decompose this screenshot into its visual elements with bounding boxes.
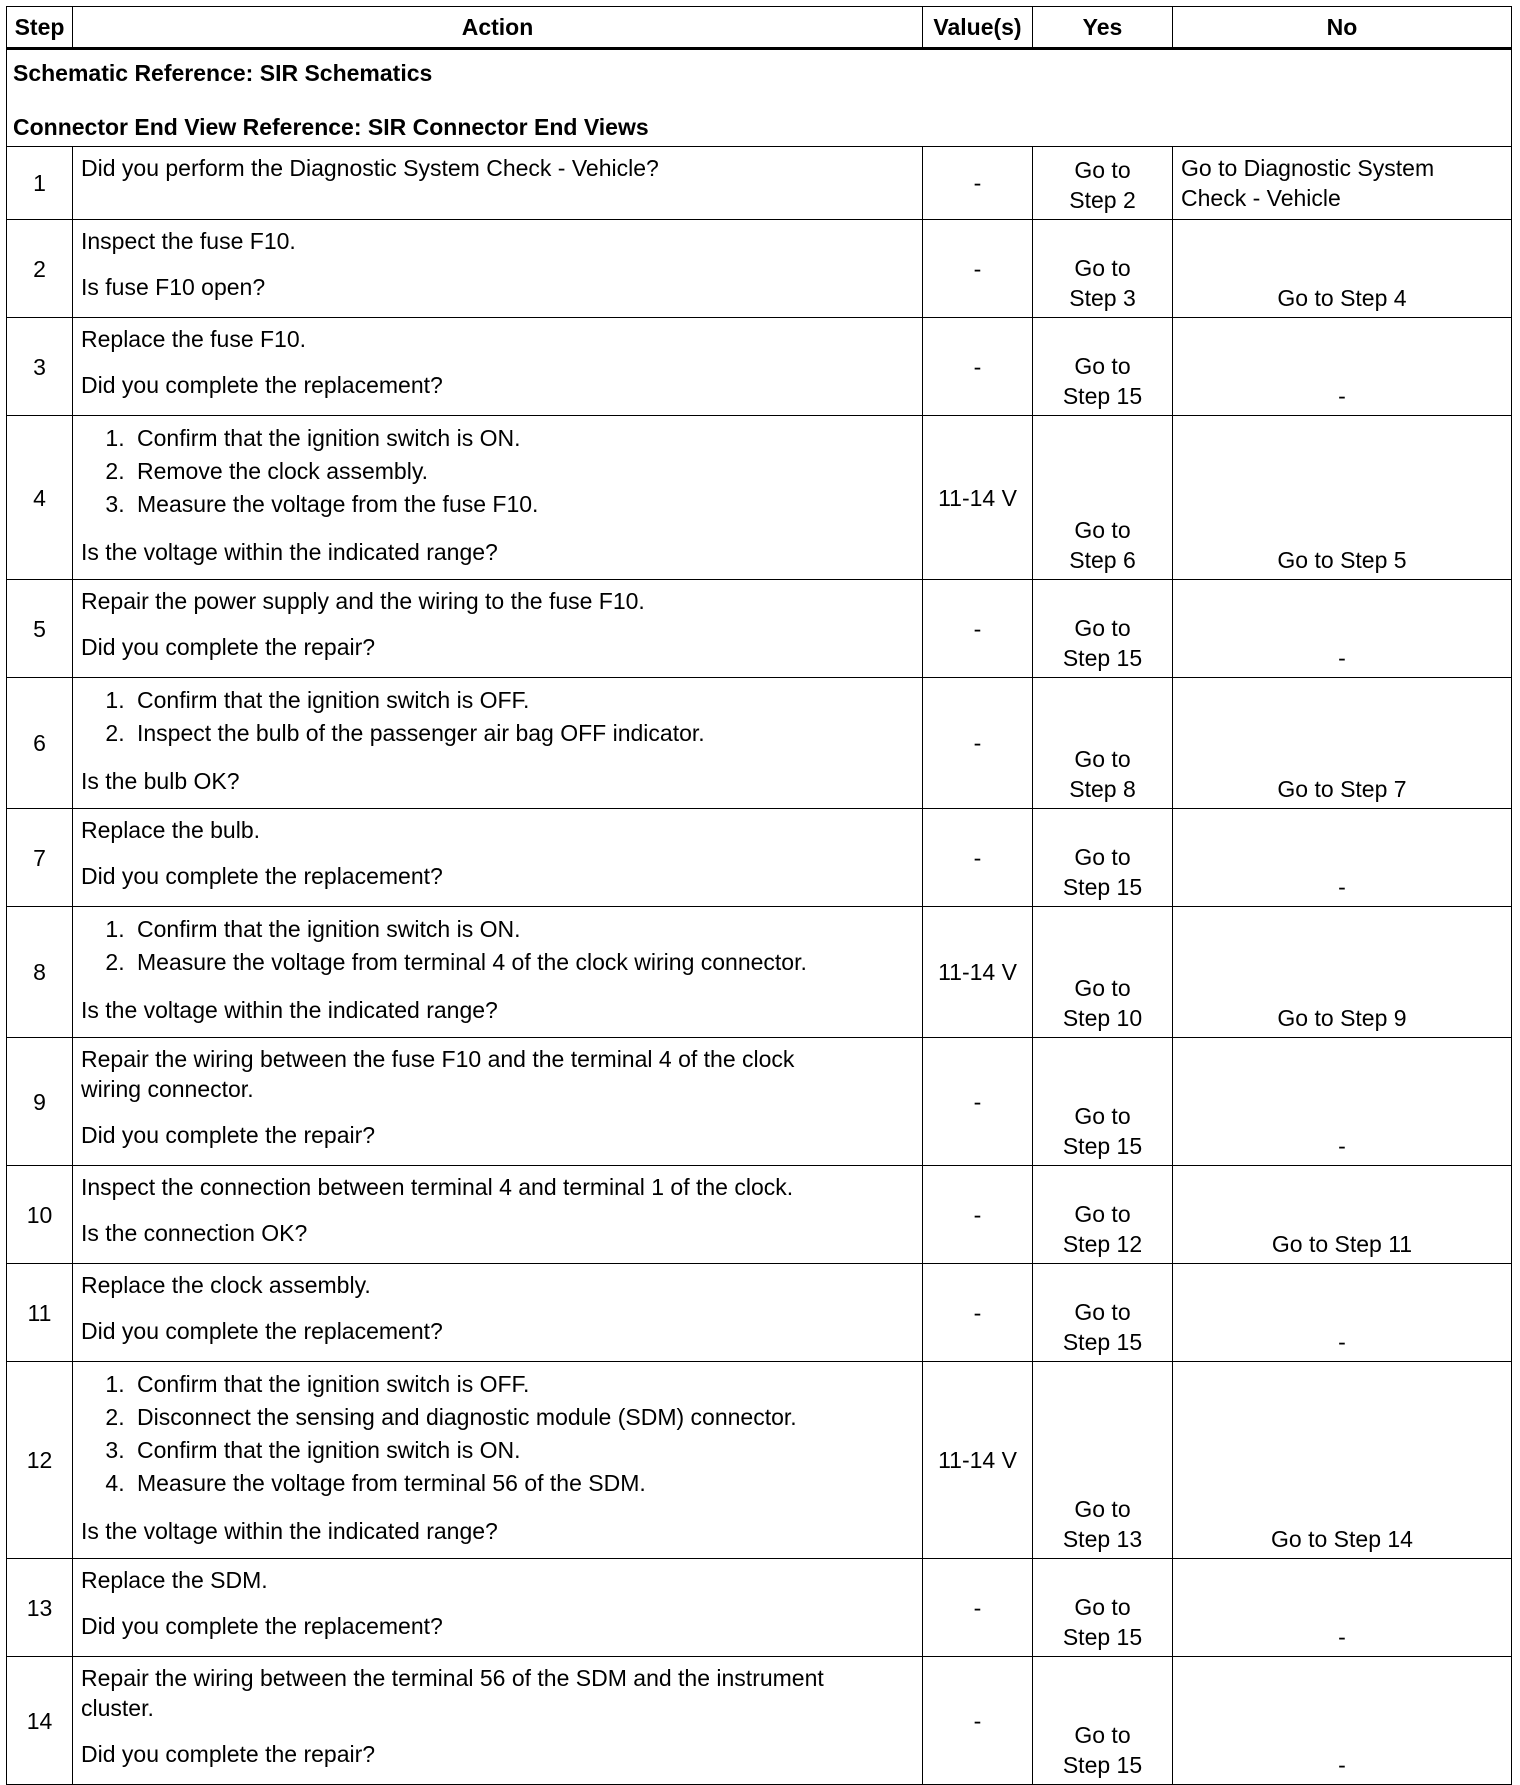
value-cell: - (923, 1657, 1033, 1785)
action-cell (73, 678, 923, 809)
action-cell (73, 1038, 923, 1166)
action-cell (73, 416, 923, 580)
step-number: 4 (7, 416, 73, 580)
yes-cell (1033, 318, 1173, 416)
action-cell (73, 1657, 923, 1785)
yes-text: Go to (1074, 615, 1131, 641)
step-number: 8 (7, 907, 73, 1038)
action-cell (73, 1362, 923, 1559)
action-text: Repair the power supply and the wiring to the fuse F10. (81, 588, 645, 614)
no-cell (1173, 580, 1512, 678)
no-cell (1173, 147, 1512, 220)
table-row (7, 809, 1512, 907)
action-steps-list (81, 684, 914, 750)
step-number: 6 (7, 678, 73, 809)
value-cell: 11-14 V (923, 907, 1033, 1038)
header-step: Step (7, 7, 73, 49)
value-cell: - (923, 1264, 1033, 1362)
value-cell: - (923, 1559, 1033, 1657)
reference-row (7, 49, 1512, 147)
table-row (7, 318, 1512, 416)
no-text: - (1338, 645, 1346, 671)
no-cell (1173, 416, 1512, 580)
action-step-item: 1. Confirm that the ignition switch is ON. (131, 422, 914, 455)
yes-text: Step 12 (1062, 1231, 1143, 1257)
table-row (7, 1362, 1512, 1559)
yes-cell (1033, 1657, 1173, 1785)
value-cell: - (923, 580, 1033, 678)
yes-cell (1033, 1362, 1173, 1559)
step-number: 2 (7, 220, 73, 318)
yes-text: Go to (1074, 975, 1131, 1001)
action-text: wiring connector. (81, 1076, 254, 1102)
value-cell: - (923, 1166, 1033, 1264)
table-row (7, 416, 1512, 580)
schematic-reference: Schematic Reference: SIR Schematics (13, 60, 433, 86)
yes-cell (1033, 907, 1173, 1038)
action-step-item: 2. Measure the voltage from terminal 4 of the clock wiring connector. (131, 946, 914, 979)
step-number: 14 (7, 1657, 73, 1785)
table-row (7, 1264, 1512, 1362)
yes-cell (1033, 416, 1173, 580)
header-no: No (1173, 7, 1512, 49)
no-cell (1173, 1038, 1512, 1166)
action-steps-list (81, 1368, 914, 1500)
yes-text: Step 15 (1062, 645, 1143, 671)
no-text: - (1338, 1624, 1346, 1650)
action-cell (73, 220, 923, 318)
no-text: Go to Step 14 (1271, 1526, 1413, 1552)
no-cell (1173, 1166, 1512, 1264)
action-text: Replace the SDM. (81, 1567, 268, 1593)
action-text: cluster. (81, 1695, 154, 1721)
no-cell (1173, 809, 1512, 907)
action-question: Is fuse F10 open? (81, 274, 266, 300)
no-cell (1173, 1264, 1512, 1362)
table-row (7, 1166, 1512, 1264)
diagnostic-table (6, 6, 1512, 1785)
yes-cell (1033, 1166, 1173, 1264)
no-cell (1173, 678, 1512, 809)
yes-text: Go to (1074, 255, 1131, 281)
table-row (7, 1559, 1512, 1657)
action-question: Is the bulb OK? (81, 768, 240, 794)
action-question: Is the voltage within the indicated range? (81, 1518, 498, 1544)
action-step-item: 3. Confirm that the ignition switch is ON. (131, 1434, 914, 1467)
yes-cell (1033, 1038, 1173, 1166)
no-text: Go to Step 11 (1271, 1231, 1413, 1257)
action-question: Did you complete the repair? (81, 1122, 376, 1148)
no-text: Go to Step 7 (1277, 776, 1407, 802)
action-cell (73, 1559, 923, 1657)
header-values: Value(s) (923, 7, 1033, 49)
table-row (7, 678, 1512, 809)
yes-cell (1033, 580, 1173, 678)
no-text: Go to Step 9 (1277, 1005, 1407, 1031)
no-text: - (1338, 874, 1346, 900)
yes-cell (1033, 809, 1173, 907)
action-text: Repair the wiring between the fuse F10 and the terminal 4 of the clock (81, 1046, 795, 1072)
yes-text: Go to (1074, 844, 1131, 870)
value-cell: 11-14 V (923, 1362, 1033, 1559)
yes-text: Step 15 (1062, 1133, 1143, 1159)
step-number: 13 (7, 1559, 73, 1657)
yes-text: Go to (1074, 353, 1131, 379)
value-cell: - (923, 147, 1033, 220)
action-step-item: 1. Confirm that the ignition switch is ON. (131, 913, 914, 946)
action-question: Is the connection OK? (81, 1220, 308, 1246)
table-row (7, 907, 1512, 1038)
action-text: Inspect the connection between terminal 4 and terminal 1 of the clock. (81, 1174, 794, 1200)
header-row (7, 7, 1512, 49)
yes-text: Step 15 (1062, 874, 1143, 900)
step-number: 12 (7, 1362, 73, 1559)
no-cell (1173, 1362, 1512, 1559)
yes-text: Go to (1074, 1103, 1131, 1129)
action-question: Did you complete the replacement? (81, 1318, 443, 1344)
action-text: Inspect the fuse F10. (81, 228, 296, 254)
table-row (7, 147, 1512, 220)
action-step-item: 3. Measure the voltage from the fuse F10. (131, 488, 914, 521)
yes-text: Step 13 (1062, 1526, 1143, 1552)
action-cell (73, 580, 923, 678)
yes-text: Go to (1074, 1594, 1131, 1620)
value-cell: - (923, 318, 1033, 416)
no-text: - (1338, 1329, 1346, 1355)
no-cell (1173, 907, 1512, 1038)
no-cell (1173, 318, 1512, 416)
yes-cell (1033, 147, 1173, 220)
no-text: Go to Step 5 (1277, 547, 1407, 573)
no-text: Go to Step 4 (1277, 285, 1407, 311)
header-yes: Yes (1033, 7, 1173, 49)
yes-cell (1033, 220, 1173, 318)
value-cell: - (923, 809, 1033, 907)
value-cell: - (923, 678, 1033, 809)
action-question: Did you complete the replacement? (81, 1613, 443, 1639)
yes-text: Step 2 (1069, 187, 1136, 213)
reference-cell (7, 49, 1512, 147)
yes-text: Step 3 (1069, 285, 1136, 311)
yes-cell (1033, 1559, 1173, 1657)
step-number: 10 (7, 1166, 73, 1264)
action-question: Did you complete the repair? (81, 634, 376, 660)
step-number: 3 (7, 318, 73, 416)
value-cell: 11-14 V (923, 416, 1033, 580)
header-action: Action (73, 7, 923, 49)
action-cell (73, 147, 923, 220)
yes-text: Step 15 (1062, 1624, 1143, 1650)
no-cell (1173, 1559, 1512, 1657)
yes-text: Go to (1074, 1496, 1131, 1522)
yes-text: Step 15 (1062, 1752, 1143, 1778)
step-number: 7 (7, 809, 73, 907)
yes-text: Go to (1074, 157, 1131, 183)
action-step-item: 2. Disconnect the sensing and diagnostic module (SDM) connector. (131, 1401, 914, 1434)
action-question: Is the voltage within the indicated range? (81, 539, 498, 565)
action-text: Repair the wiring between the terminal 56 of the SDM and the instrument (81, 1665, 824, 1691)
table-row (7, 580, 1512, 678)
value-cell: - (923, 220, 1033, 318)
value-cell: - (923, 1038, 1033, 1166)
action-cell (73, 318, 923, 416)
connector-reference: Connector End View Reference: SIR Connector End Views (13, 114, 649, 140)
yes-text: Go to (1074, 1201, 1131, 1227)
no-text: Go to Diagnostic System (1181, 155, 1435, 181)
yes-text: Step 15 (1062, 1329, 1143, 1355)
table-row (7, 1657, 1512, 1785)
action-question: Is the voltage within the indicated range? (81, 997, 498, 1023)
action-cell (73, 809, 923, 907)
action-text: Did you perform the Diagnostic System Check - Vehicle? (81, 155, 659, 181)
yes-text: Go to (1074, 517, 1131, 543)
action-step-item: 2. Remove the clock assembly. (131, 455, 914, 488)
action-steps-list (81, 913, 914, 979)
action-question: Did you complete the replacement? (81, 863, 443, 889)
yes-text: Step 6 (1069, 547, 1136, 573)
step-number: 9 (7, 1038, 73, 1166)
no-text: - (1338, 1133, 1346, 1159)
yes-text: Go to (1074, 1299, 1131, 1325)
table-row (7, 1038, 1512, 1166)
action-cell (73, 1166, 923, 1264)
action-text: Replace the fuse F10. (81, 326, 307, 352)
yes-text: Go to (1074, 746, 1131, 772)
yes-text: Step 15 (1062, 383, 1143, 409)
yes-text: Go to (1074, 1722, 1131, 1748)
step-number: 5 (7, 580, 73, 678)
no-text: - (1338, 1752, 1346, 1778)
action-step-item: 1. Confirm that the ignition switch is OFF. (131, 684, 914, 717)
action-question: Did you complete the repair? (81, 1741, 376, 1767)
no-text: - (1338, 383, 1346, 409)
no-text: Check - Vehicle (1181, 185, 1341, 211)
action-steps-list (81, 422, 914, 521)
no-cell (1173, 220, 1512, 318)
action-step-item: 1. Confirm that the ignition switch is OFF. (131, 1368, 914, 1401)
yes-cell (1033, 678, 1173, 809)
action-cell (73, 907, 923, 1038)
yes-cell (1033, 1264, 1173, 1362)
action-text: Replace the clock assembly. (81, 1272, 371, 1298)
yes-text: Step 8 (1069, 776, 1136, 802)
no-cell (1173, 1657, 1512, 1785)
action-step-item: 2. Inspect the bulb of the passenger air bag OFF indicator. (131, 717, 914, 750)
table-row (7, 220, 1512, 318)
step-number: 1 (7, 147, 73, 220)
action-step-item: 4. Measure the voltage from terminal 56 of the SDM. (131, 1467, 914, 1500)
yes-text: Step 10 (1062, 1005, 1143, 1031)
action-text: Replace the bulb. (81, 817, 261, 843)
action-cell (73, 1264, 923, 1362)
action-question: Did you complete the replacement? (81, 372, 443, 398)
step-number: 11 (7, 1264, 73, 1362)
